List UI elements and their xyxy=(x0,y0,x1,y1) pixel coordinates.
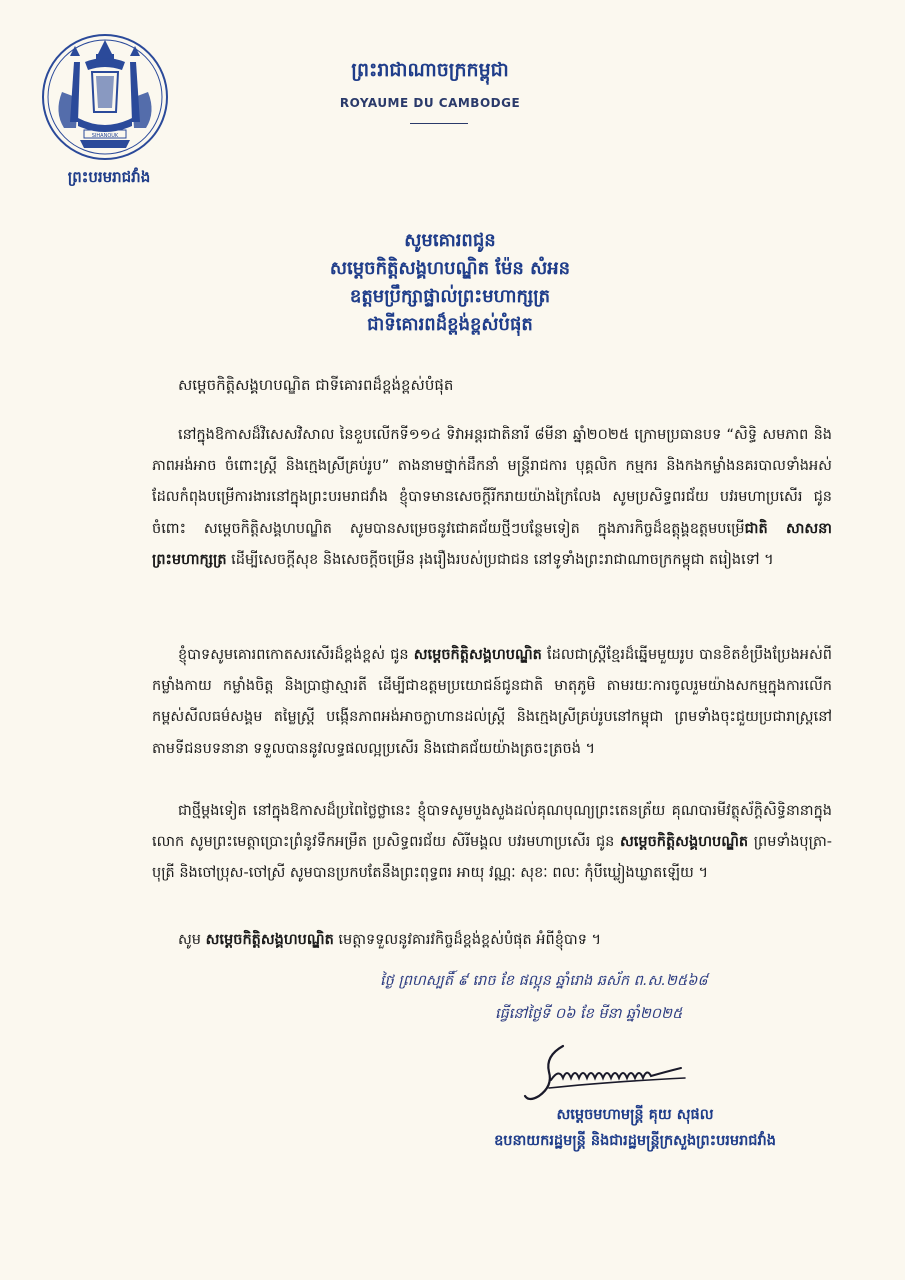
royal-emblem-icon xyxy=(40,32,170,162)
kingdom-title-khmer: ព្រះរាជាណាចក្រកម្ពុជា xyxy=(351,59,509,81)
address-line-1: សូមគោរពជូន xyxy=(404,230,496,251)
handwritten-signature xyxy=(515,1038,695,1108)
emblem-banner-text: SIHANOUK xyxy=(91,133,119,139)
closing-text-a: សូម xyxy=(178,932,206,948)
signatory-name: សម្តេចមហាមន្ត្រី គុយ សុផល xyxy=(556,1107,714,1123)
lunar-date: ថ្ងៃ ព្រហស្បតិ៍ ៩ រោច ខែ ផល្គុន ឆ្នាំរោង ឆស័ក ព.ស.២៥៦៨ xyxy=(380,973,708,989)
header-divider xyxy=(410,123,468,124)
closing-text-b: មេត្តាទទួលនូវគារវកិច្ចដ៏ខ្ពង់ខ្ពស់បំផុត អំពីខ្ញុំបាទ ។ xyxy=(333,932,602,948)
paragraph-3-text-b: ព្រមទាំងបុត្រា-បុត្រី និងចៅប្រុស-ចៅស្រី សូមបានប្រកបតែនឹងព្រះពុទ្ធពរ អាយុ វណ្ណៈ សុខៈ ពលៈ កុំបីឃ្លៀងឃ្លាតឡើយ ។ xyxy=(152,834,832,882)
paragraph-2-bold: សម្តេចកិត្តិសង្គហបណ្ឌិត xyxy=(413,647,542,663)
paragraph-1-text-a: នៅក្នុងឱកាសដ៏វិសេសវិសាល នៃខួបលើកទី១១៤ ទិវាអន្តរជាតិនារី ៨មីនា ឆ្នាំ២០២៥ ក្រោមប្រធានបទ “សិទ្ធិ សមភាព និងភាពអង់អាច ចំពោះស្ត្រី និងក្មេងស្រីគ្រប់រូប” តាងនាមថ្នាក់ដឹកនាំ មន្ត្រីរាជការ បុគ្គលិក កម្មករ និងកងកម្លាំងនគរបាលទាំងអស់ ដែលកំពុងបម្រើការងារនៅក្នុងព្រះបរមរាជវាំង ខ្ញុំបាទមានសេចក្តីរីករាយយ៉ាងក្រៃលែង សូមប្រសិទ្ធពរជ័យ បវរមហាប្រសើរ ជូនចំពោះ សម្តេចកិត្តិសង្គហបណ្ឌិត សូមបានសម្រេចនូវជោគជ័យថ្មីៗបន្ថែមទៀត ក្នុងភារកិច្ចដ៏ឧត្តុង្គឧត្តមបម្រើ xyxy=(152,427,832,537)
paragraph-3 xyxy=(152,796,832,890)
paragraph-2-text-b: ដែលជាស្ត្រីខ្មែរដ៏ឆ្នើមមួយរូប បានខិតខំប្រឹងប្រែងអស់ពីកម្លាំងកាយ កម្លាំងចិត្ត និងប្រាជ្ញាស្មារតី ដើម្បីជាឧត្តមប្រយោជន៍ជូនជាតិ មាតុភូមិ តាមរយៈការចូលរួមយ៉ាងសកម្មក្នុងការលើកកម្ពស់សីលធម៌សង្គម តម្លៃស្ត្រី បង្កើនភាពអង់អាចក្លាហានដល់ស្ត្រី និងក្មេងស្រីគ្រប់រូបនៅកម្ពុជា ព្រមទាំងចុះជួយប្រជារាស្ត្រនៅតាមទីជនបទនានា ទទួលបាននូវលទ្ធផលល្អប្រសើរ និងជោគជ័យយ៉ាងត្រចះត្រចង់ ។ xyxy=(152,647,832,757)
kingdom-title-french: ROYAUME DU CAMBODGE xyxy=(339,96,521,110)
paragraph-2-text-a: ខ្ញុំបាទសូមគោរពកោតសរសើរដ៏ខ្ពង់ខ្ពស់ ជូន xyxy=(178,647,414,663)
closing-line xyxy=(152,931,832,952)
ministry-name: ព្រះបរមរាជវាំង xyxy=(67,168,151,186)
closing-bold: សម្តេចកិត្តិសង្គហបណ្ឌិត xyxy=(205,932,334,948)
address-line-4: ជាទីគោរពដ៏ខ្ពង់ខ្ពស់បំផុត xyxy=(367,314,533,335)
paragraph-3-text-a: ជាថ្មីម្តងទៀត នៅក្នុងឱកាសដ៏ប្រពៃថ្លៃថ្លានេះ ខ្ញុំបាទសូមបួងសួងដល់គុណបុណ្យព្រះតេនត្រ័យ គុណបារមីវត្ថុស័ក្តិសិទ្ធិនានាក្នុងលោក សូមព្រះមេត្តាប្រោះព្រំនូវទឹកអម្រឹត ប្រសិទ្ធពរជ័យ សិរីមង្គល បវរមហាប្រសើរ ជូន xyxy=(152,803,832,851)
salutation: សម្តេចកិត្តិសង្គហបណ្ឌិត ជាទីគោរពដ៏ខ្ពង់ខ្ពស់បំផុត xyxy=(178,376,454,394)
paragraph-1 xyxy=(152,420,832,576)
paragraph-1-text-b: ដើម្បីសេចក្តីសុខ និងសេចក្តីចម្រើន រុងរឿងរបស់ប្រជាជន នៅទូទាំងព្រះរាជាណាចក្រកម្ពុជា តរៀងទៅ ។ xyxy=(226,551,774,568)
address-line-2: សម្តេចកិត្តិសង្គហបណ្ឌិត ម៉ែន សំអន xyxy=(329,258,571,279)
paragraph-3-bold: សម្តេចកិត្តិសង្គហបណ្ឌិត xyxy=(619,834,749,851)
solar-date: ធ្វើនៅថ្ងៃទី ០៦ ខែ មីនា ឆ្នាំ២០២៥ xyxy=(495,1006,683,1022)
signatory-title: ឧបនាយករដ្ឋមន្ត្រី និងជារដ្ឋមន្ត្រីក្រសួងព្រះបរមរាជវាំង xyxy=(494,1133,776,1149)
paragraph-1-bold: ជាតិ សាសនា ព្រះមហាក្សត្រ xyxy=(152,520,832,568)
address-line-3: ឧត្តមប្រឹក្សាផ្ទាល់ព្រះមហាក្សត្រ xyxy=(349,286,551,307)
paragraph-2 xyxy=(152,640,832,765)
